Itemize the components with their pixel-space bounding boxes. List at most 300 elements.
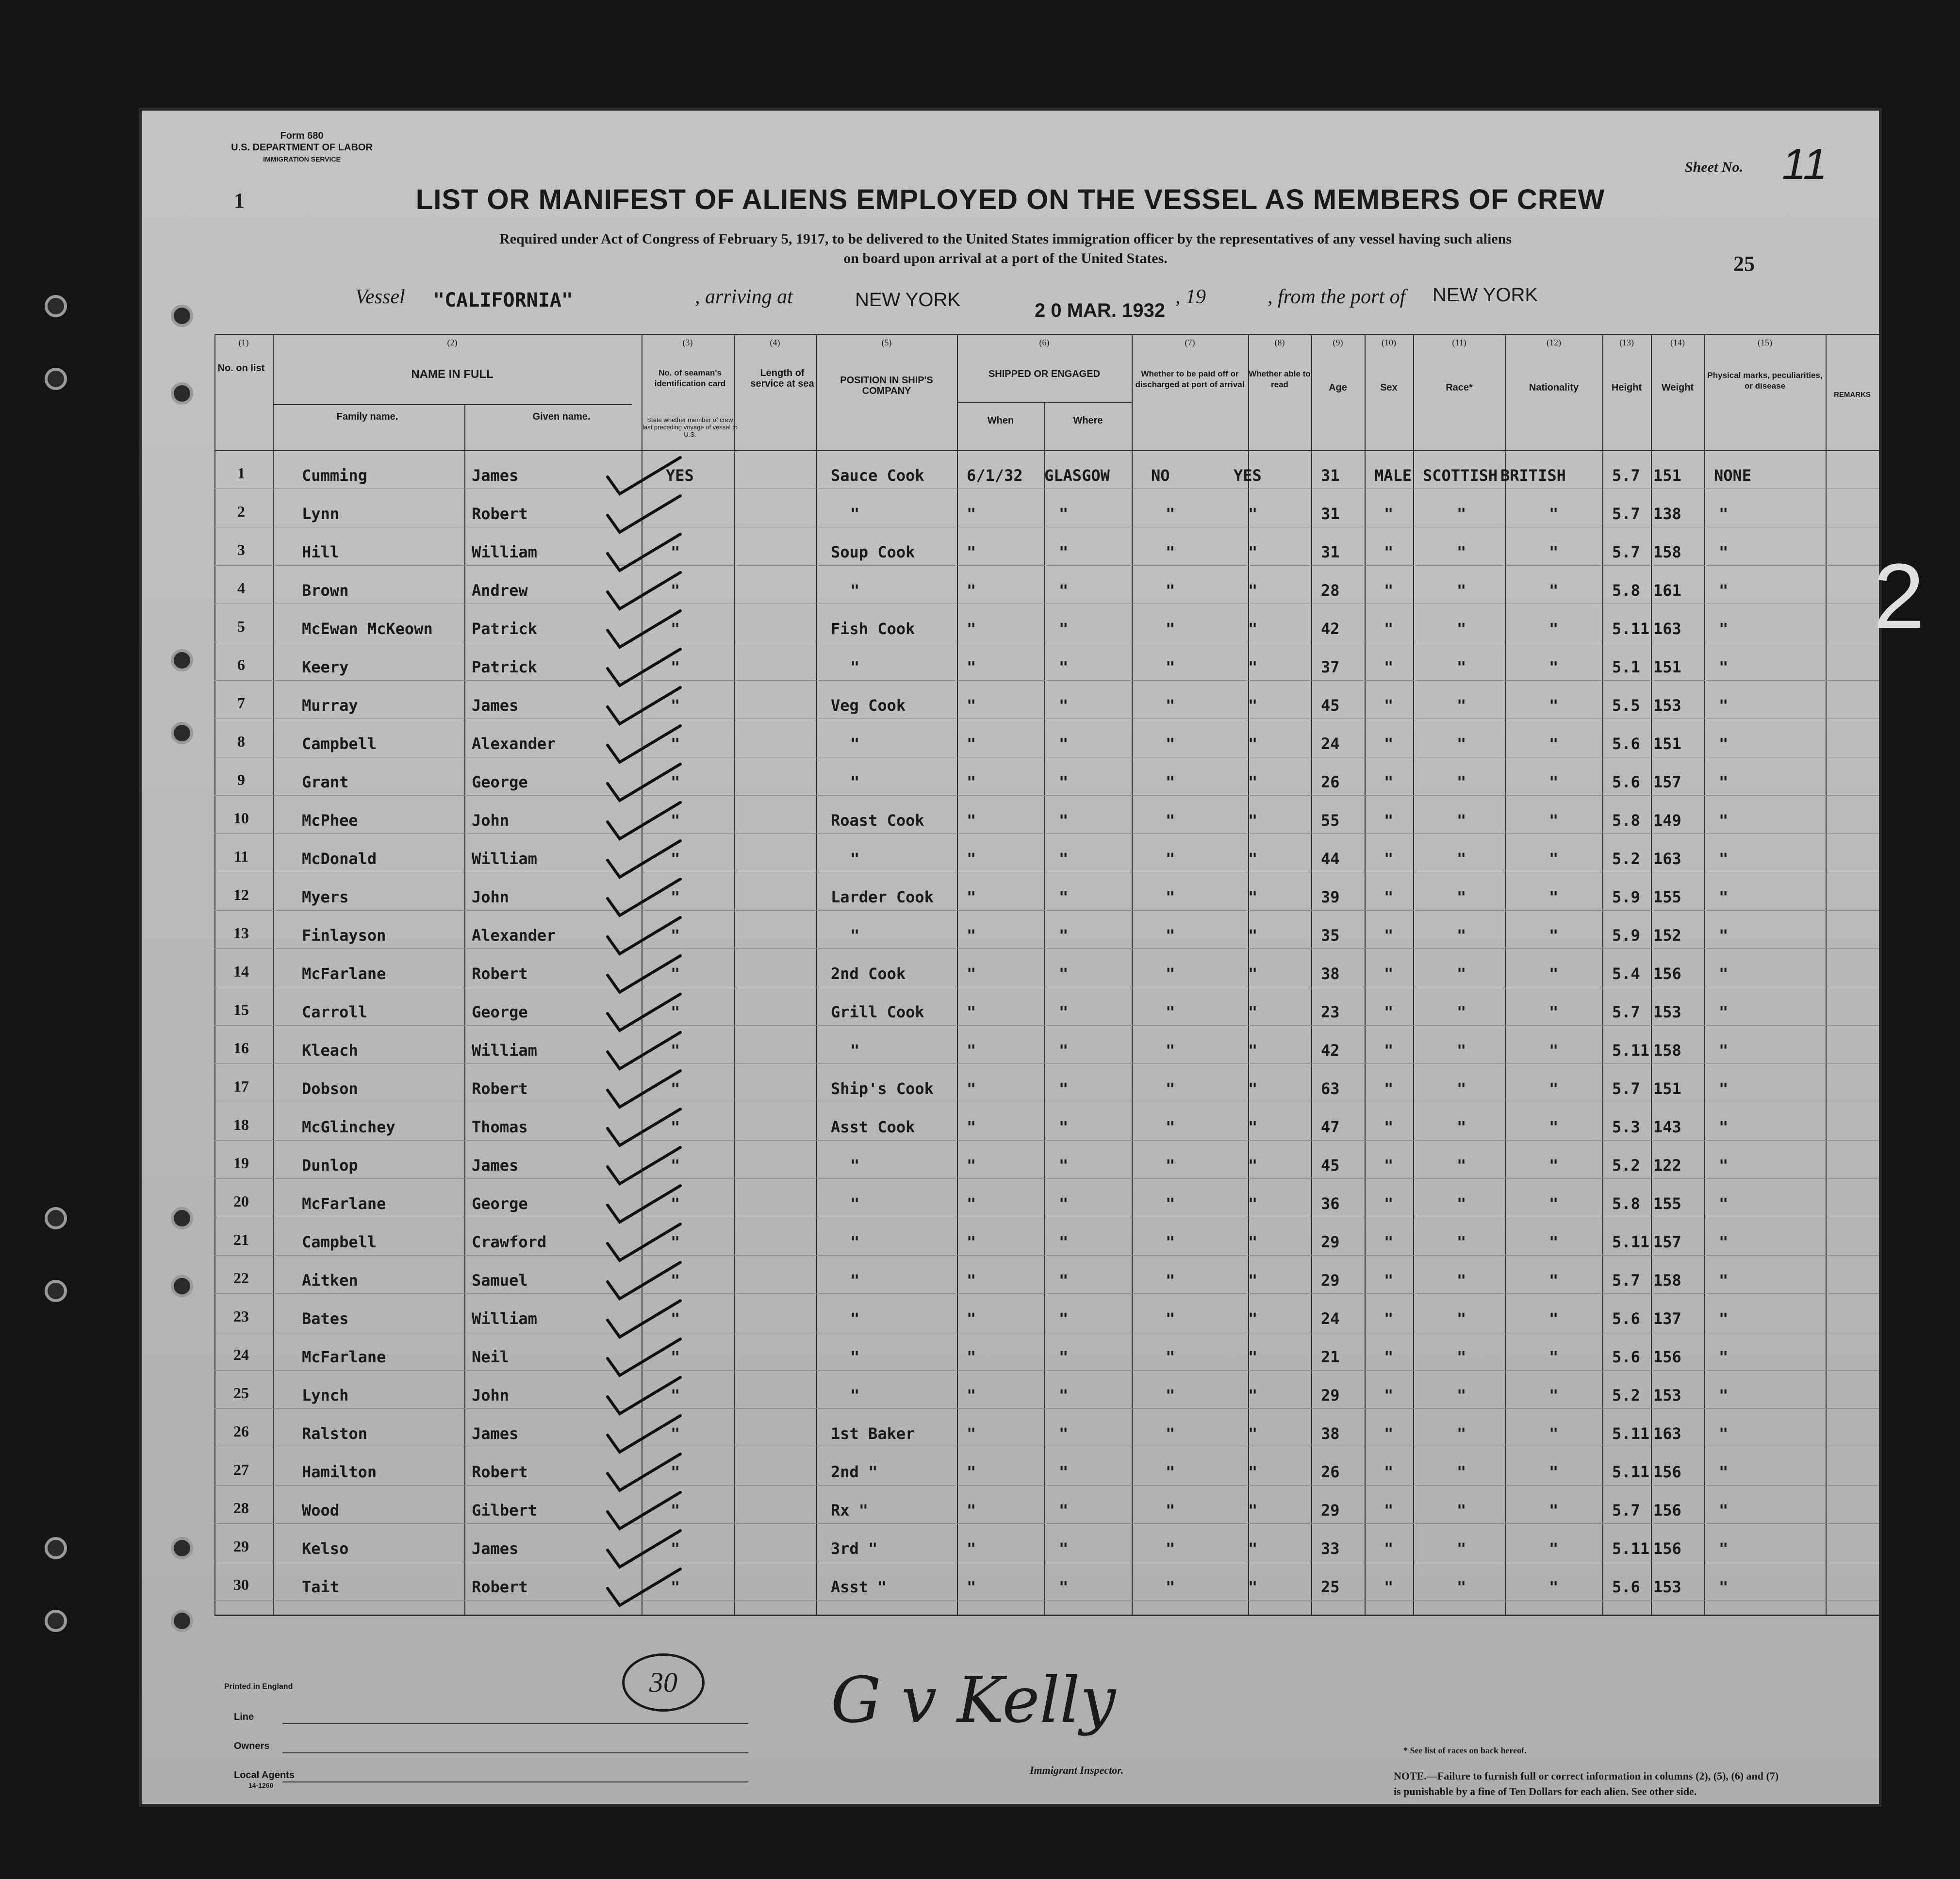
paid-off-cell: "	[1166, 1156, 1175, 1175]
form-line: Form 680	[280, 131, 324, 141]
race-cell: "	[1457, 1156, 1466, 1175]
row-number: 19	[233, 1154, 249, 1172]
seaman-card-cell: "	[671, 773, 680, 791]
row-number: 1	[237, 464, 245, 482]
binder-hole	[171, 382, 193, 405]
shipped-where-cell: "	[1059, 773, 1069, 791]
family-name-cell: Kelso	[302, 1539, 349, 1558]
shipped-where-cell: "	[1059, 581, 1069, 600]
height-cell: 5.11	[1612, 1463, 1650, 1481]
table-rule	[1311, 334, 1312, 1615]
shipped-where-cell: "	[1059, 1233, 1069, 1251]
age-cell: 63	[1321, 1079, 1340, 1098]
physical-marks-cell: "	[1719, 1194, 1729, 1213]
nationality-cell: "	[1549, 505, 1559, 523]
physical-marks-cell: "	[1719, 1463, 1729, 1481]
family-name-cell: Dunlop	[302, 1156, 358, 1175]
given-name-cell: John	[472, 811, 510, 830]
row-number: 30	[233, 1576, 249, 1593]
physical-marks-cell: "	[1719, 850, 1729, 868]
header-height: Height	[1611, 382, 1642, 393]
shipped-when-cell: "	[967, 1271, 976, 1290]
nationality-cell: "	[1549, 1079, 1559, 1098]
race-cell: "	[1457, 1539, 1466, 1558]
paid-off-cell: "	[1166, 1424, 1175, 1443]
shipped-when-cell: "	[967, 1233, 976, 1251]
age-cell: 31	[1321, 505, 1340, 523]
race-cell: "	[1457, 1041, 1466, 1060]
family-name-cell: McFarlane	[302, 964, 386, 983]
nationality-cell: "	[1549, 926, 1559, 945]
check-mark	[608, 496, 680, 532]
family-name-cell: Finlayson	[302, 926, 386, 945]
header-age: Age	[1329, 382, 1347, 393]
position-cell: "	[850, 735, 860, 753]
weight-cell: 156	[1653, 1348, 1681, 1366]
header-paid-off: Whether to be paid off or discharged at port of arrival	[1135, 369, 1245, 389]
check-mark	[608, 687, 680, 724]
binder-hole	[45, 1610, 67, 1632]
height-cell: 5.5	[1612, 696, 1640, 715]
shipped-where-cell: "	[1059, 1463, 1069, 1481]
nationality-cell: "	[1549, 773, 1559, 791]
shipped-when-cell: "	[967, 964, 976, 983]
weight-cell: 151	[1653, 658, 1681, 676]
table-rule	[1413, 334, 1414, 1615]
able-read-cell: "	[1248, 850, 1258, 868]
position-cell: "	[850, 926, 860, 945]
header-family-name: Family name.	[336, 411, 398, 422]
given-name-cell: William	[472, 543, 537, 561]
paid-off-cell: "	[1166, 926, 1175, 945]
given-name-cell: Andrew	[472, 581, 528, 600]
paid-off-cell: "	[1166, 1233, 1175, 1251]
able-read-cell: "	[1248, 1194, 1258, 1213]
sex-cell: "	[1384, 620, 1394, 638]
header-where: Where	[1073, 415, 1103, 426]
weight-cell: 155	[1653, 888, 1681, 906]
check-mark	[608, 1377, 680, 1414]
age-cell: 44	[1321, 850, 1340, 868]
row-rule	[214, 1140, 1879, 1141]
row-number: 11	[233, 848, 249, 865]
able-read-cell: "	[1248, 1386, 1258, 1405]
position-cell: Fish Cook	[831, 620, 915, 638]
given-name-cell: Thomas	[472, 1118, 528, 1136]
row-number: 26	[233, 1422, 249, 1440]
able-read-cell: "	[1248, 1156, 1258, 1175]
height-cell: 5.9	[1612, 888, 1640, 906]
position-cell: "	[850, 1271, 860, 1290]
position-cell: 1st Baker	[831, 1424, 915, 1443]
given-name-cell: William	[472, 1309, 537, 1328]
family-name-cell: McFarlane	[302, 1194, 386, 1213]
subtitle-line: Required under Act of Congress of February 5, 1917, to be delivered to the United States immigration officer by the representatives of any vessel having such aliens	[499, 231, 1512, 247]
given-name-cell: Robert	[472, 1079, 528, 1098]
shipped-where-cell: "	[1059, 1309, 1069, 1328]
race-cell: "	[1457, 850, 1466, 868]
height-cell: 5.8	[1612, 1194, 1640, 1213]
height-cell: 5.6	[1612, 1309, 1640, 1328]
seaman-card-cell: "	[671, 1194, 680, 1213]
race-cell: "	[1457, 581, 1466, 600]
seaman-card-cell: "	[671, 1348, 680, 1366]
position-cell: Asst "	[831, 1578, 887, 1596]
nationality-cell: "	[1549, 811, 1559, 830]
seaman-card-cell: "	[671, 1309, 680, 1328]
height-cell: 5.7	[1612, 543, 1640, 561]
binder-hole	[45, 295, 67, 317]
check-mark	[608, 1071, 680, 1107]
position-cell: Grill Cook	[831, 1003, 924, 1021]
race-cell: "	[1457, 1271, 1466, 1290]
check-mark	[608, 572, 680, 609]
paid-off-cell: "	[1166, 1463, 1175, 1481]
given-name-cell: Patrick	[472, 620, 537, 638]
paid-off-cell: "	[1166, 811, 1175, 830]
able-read-cell: "	[1248, 888, 1258, 906]
physical-marks-cell: "	[1719, 926, 1729, 945]
row-rule	[214, 833, 1879, 834]
height-cell: 5.7	[1612, 1079, 1640, 1098]
seaman-card-cell: "	[671, 888, 680, 906]
check-mark	[608, 1032, 680, 1069]
age-cell: 24	[1321, 735, 1340, 753]
row-number: 16	[233, 1039, 249, 1057]
age-cell: 23	[1321, 1003, 1340, 1021]
able-read-cell: "	[1248, 1041, 1258, 1060]
physical-marks-cell: "	[1719, 658, 1729, 676]
age-cell: 42	[1321, 1041, 1340, 1060]
row-rule	[214, 1025, 1879, 1026]
total-circled: 30	[622, 1653, 705, 1712]
binder-hole	[45, 368, 67, 390]
row-rule	[214, 1293, 1879, 1294]
able-read-cell: "	[1248, 1118, 1258, 1136]
seaman-card-cell: "	[671, 1233, 680, 1251]
family-name-cell: Brown	[302, 581, 349, 600]
check-mark	[608, 1569, 680, 1605]
physical-marks-cell: "	[1719, 1578, 1729, 1596]
able-read-cell: "	[1248, 696, 1258, 715]
row-number: 18	[233, 1116, 249, 1133]
form-line: U.S. DEPARTMENT OF LABOR	[231, 142, 373, 153]
row-number: 24	[233, 1346, 249, 1363]
age-cell: 31	[1321, 466, 1340, 485]
paid-off-cell: "	[1166, 581, 1175, 600]
paid-off-cell: "	[1166, 773, 1175, 791]
shipped-when-cell: "	[967, 696, 976, 715]
shipped-where-cell: "	[1059, 1424, 1069, 1443]
weight-cell: 151	[1653, 466, 1681, 485]
weight-cell: 156	[1653, 1501, 1681, 1520]
sex-cell: "	[1384, 1309, 1394, 1328]
position-cell: "	[850, 658, 860, 676]
seaman-card-cell: "	[671, 1386, 680, 1405]
paid-off-cell: "	[1166, 1079, 1175, 1098]
header-length-service: Length of service at sea	[750, 368, 814, 389]
subtitle-line: on board upon arrival at a port of the United States.	[843, 250, 1168, 266]
shipped-when-cell: "	[967, 1463, 976, 1481]
family-name-cell: Aitken	[302, 1271, 358, 1290]
family-name-cell: Lynch	[302, 1386, 349, 1405]
position-cell: "	[850, 581, 860, 600]
able-read-cell: "	[1248, 811, 1258, 830]
shipped-when-cell: "	[967, 1079, 976, 1098]
footer-rule	[282, 1752, 748, 1753]
weight-cell: 153	[1653, 1578, 1681, 1596]
row-number: 3	[237, 541, 245, 558]
shipped-where-cell: "	[1059, 1079, 1069, 1098]
position-cell: "	[850, 1233, 860, 1251]
nationality-cell: "	[1549, 1424, 1559, 1443]
shipped-when-cell: "	[967, 543, 976, 561]
row-number: 12	[233, 886, 249, 903]
table-rule	[273, 404, 632, 405]
seaman-card-cell: "	[671, 1271, 680, 1290]
table-rule	[1132, 334, 1133, 1615]
race-cell: "	[1457, 543, 1466, 561]
seaman-card-cell: "	[671, 964, 680, 983]
footer-agents-code: 14-1260	[248, 1781, 274, 1789]
header-remarks: REMARKS	[1834, 391, 1871, 399]
check-mark	[608, 457, 680, 494]
physical-marks-cell: "	[1719, 1309, 1729, 1328]
year-label: , 19	[1175, 286, 1206, 308]
position-cell: Asst Cook	[831, 1118, 915, 1136]
column-number: (11)	[1452, 338, 1466, 347]
family-name-cell: Ralston	[302, 1424, 367, 1443]
able-read-cell: "	[1248, 1233, 1258, 1251]
race-cell: "	[1457, 811, 1466, 830]
height-cell: 5.6	[1612, 1348, 1640, 1366]
given-name-cell: Neil	[472, 1348, 510, 1366]
shipped-where-cell: "	[1059, 1118, 1069, 1136]
age-cell: 33	[1321, 1539, 1340, 1558]
left-mark: 1	[234, 189, 245, 212]
race-cell: SCOTTISH	[1423, 466, 1498, 485]
shipped-where-cell: "	[1059, 1348, 1069, 1366]
row-number: 8	[237, 733, 245, 750]
physical-marks-cell: "	[1719, 581, 1729, 600]
row-number: 17	[233, 1078, 249, 1095]
shipped-when-cell: "	[967, 1386, 976, 1405]
weight-cell: 155	[1653, 1194, 1681, 1213]
given-name-cell: James	[472, 466, 519, 485]
position-cell: "	[850, 1386, 860, 1405]
paid-off-cell: "	[1166, 888, 1175, 906]
shipped-when-cell: "	[967, 888, 976, 906]
sex-cell: "	[1384, 696, 1394, 715]
row-number: 6	[237, 656, 245, 673]
paid-off-cell: "	[1166, 1578, 1175, 1596]
date-stamp: 2 0 MAR. 1932	[1035, 300, 1166, 321]
able-read-cell: YES	[1234, 466, 1262, 485]
shipped-where-cell: "	[1059, 964, 1069, 983]
seaman-card-cell: "	[671, 1041, 680, 1060]
height-cell: 5.2	[1612, 850, 1640, 868]
row-rule	[214, 1178, 1879, 1179]
row-rule	[214, 1063, 1879, 1064]
race-cell: "	[1457, 1501, 1466, 1520]
sex-cell: "	[1384, 926, 1394, 945]
given-name-cell: Robert	[472, 964, 528, 983]
printed-in: Printed in England	[224, 1683, 293, 1691]
age-cell: 42	[1321, 620, 1340, 638]
physical-marks-cell: "	[1719, 1271, 1729, 1290]
age-cell: 35	[1321, 926, 1340, 945]
row-number: 13	[233, 924, 249, 942]
column-number: (5)	[881, 338, 892, 347]
header-no-on-list: No. on list	[217, 363, 265, 374]
paid-off-cell: "	[1166, 1348, 1175, 1366]
weight-cell: 153	[1653, 1003, 1681, 1021]
family-name-cell: Carroll	[302, 1003, 367, 1021]
shipped-when-cell: "	[967, 1041, 976, 1060]
given-name-cell: Alexander	[472, 926, 556, 945]
height-cell: 5.6	[1612, 735, 1640, 753]
seaman-card-cell: "	[671, 543, 680, 561]
paid-off-cell: "	[1166, 1386, 1175, 1405]
check-mark	[608, 1531, 680, 1567]
shipped-when-cell: "	[967, 1578, 976, 1596]
weight-cell: 138	[1653, 505, 1681, 523]
position-cell: "	[850, 1041, 860, 1060]
nationality-cell: "	[1549, 658, 1559, 676]
physical-marks-cell: NONE	[1714, 466, 1752, 485]
physical-marks-cell: "	[1719, 1501, 1729, 1520]
header-nationality: Nationality	[1529, 382, 1579, 393]
height-cell: 5.7	[1612, 1271, 1640, 1290]
header-given-name: Given name.	[532, 411, 591, 422]
row-number: 27	[233, 1461, 249, 1478]
age-cell: 21	[1321, 1348, 1340, 1366]
column-number: (6)	[1039, 338, 1050, 347]
given-name-cell: Crawford	[472, 1233, 547, 1251]
position-cell: "	[850, 1348, 860, 1366]
table-rule	[1044, 402, 1045, 1615]
age-cell: 38	[1321, 964, 1340, 983]
position-cell: "	[850, 1156, 860, 1175]
tick-marks	[598, 450, 714, 1741]
age-cell: 45	[1321, 696, 1340, 715]
shipped-where-cell: "	[1059, 1386, 1069, 1405]
age-cell: 37	[1321, 658, 1340, 676]
sex-cell: "	[1384, 543, 1394, 561]
column-number: (7)	[1185, 338, 1195, 347]
physical-marks-cell: "	[1719, 1424, 1729, 1443]
weight-cell: 157	[1653, 773, 1681, 791]
sex-cell: "	[1384, 1539, 1394, 1558]
sex-cell: "	[1384, 1118, 1394, 1136]
seaman-card-cell: "	[671, 581, 680, 600]
given-name-cell: William	[472, 1041, 537, 1060]
sex-cell: "	[1384, 811, 1394, 830]
physical-marks-cell: "	[1719, 1539, 1729, 1558]
check-mark	[608, 649, 680, 686]
given-name-cell: George	[472, 1003, 528, 1021]
sex-cell: "	[1384, 1463, 1394, 1481]
nationality-cell: "	[1549, 1118, 1559, 1136]
nationality-cell: "	[1549, 850, 1559, 868]
seaman-card-cell: "	[671, 926, 680, 945]
paid-off-cell: "	[1166, 1194, 1175, 1213]
shipped-when-cell: "	[967, 1118, 976, 1136]
check-mark	[608, 1301, 680, 1337]
row-number: 15	[233, 1001, 249, 1018]
weight-cell: 122	[1653, 1156, 1681, 1175]
fine-note-1: NOTE.—Failure to furnish full or correct information in columns (2), (5), (6) and (7)	[1394, 1770, 1779, 1782]
from-label: , from the port of	[1268, 286, 1406, 308]
arriving-label: , arriving at	[695, 286, 793, 308]
nationality-cell: "	[1549, 1386, 1559, 1405]
shipped-where-cell: "	[1059, 505, 1069, 523]
row-number: 22	[233, 1269, 249, 1287]
column-number: (10)	[1382, 338, 1396, 347]
row-number: 28	[233, 1499, 249, 1517]
position-cell: 3rd "	[831, 1539, 878, 1558]
table-rule	[214, 1615, 1879, 1616]
row-rule	[214, 1255, 1879, 1256]
binder-hole	[45, 1280, 67, 1302]
sex-cell: "	[1384, 735, 1394, 753]
table-rule	[816, 334, 817, 1615]
age-cell: 25	[1321, 1578, 1340, 1596]
height-cell: 5.7	[1612, 505, 1640, 523]
paid-off-cell: "	[1166, 505, 1175, 523]
seaman-card-cell: "	[671, 735, 680, 753]
age-cell: 24	[1321, 1309, 1340, 1328]
weight-cell: 151	[1653, 735, 1681, 753]
weight-cell: 158	[1653, 1041, 1681, 1060]
shipped-when-cell: "	[967, 1194, 976, 1213]
table-rule	[1826, 334, 1827, 1615]
weight-cell: 161	[1653, 581, 1681, 600]
paid-off-cell: "	[1166, 735, 1175, 753]
shipped-where-cell: "	[1059, 620, 1069, 638]
race-cell: "	[1457, 1348, 1466, 1366]
sex-cell: "	[1384, 1194, 1394, 1213]
position-cell: "	[850, 850, 860, 868]
race-cell: "	[1457, 1386, 1466, 1405]
race-cell: "	[1457, 505, 1466, 523]
physical-marks-cell: "	[1719, 1003, 1729, 1021]
shipped-when-cell: "	[967, 505, 976, 523]
check-mark	[608, 764, 680, 801]
seaman-card-cell: "	[671, 1539, 680, 1558]
age-cell: 29	[1321, 1233, 1340, 1251]
height-cell: 5.6	[1612, 1578, 1640, 1596]
table-rule	[214, 334, 1879, 335]
nationality-cell: "	[1549, 888, 1559, 906]
row-rule	[214, 565, 1879, 566]
physical-marks-cell: "	[1719, 1079, 1729, 1098]
family-name-cell: Dobson	[302, 1079, 358, 1098]
sex-cell: "	[1384, 1041, 1394, 1060]
row-rule	[214, 910, 1879, 911]
nationality-cell: "	[1549, 1156, 1559, 1175]
family-name-cell: Hamilton	[302, 1463, 377, 1481]
age-cell: 28	[1321, 581, 1340, 600]
manifest-sheet	[142, 111, 1879, 1804]
nationality-cell: "	[1549, 1463, 1559, 1481]
header-seaman-card: No. of seaman's identification card	[654, 368, 726, 388]
column-number: (12)	[1547, 338, 1561, 347]
paid-off-cell: "	[1166, 1501, 1175, 1520]
race-cell: "	[1457, 1003, 1466, 1021]
header-when: When	[987, 415, 1014, 426]
shipped-where-cell: GLASGOW	[1044, 466, 1110, 485]
